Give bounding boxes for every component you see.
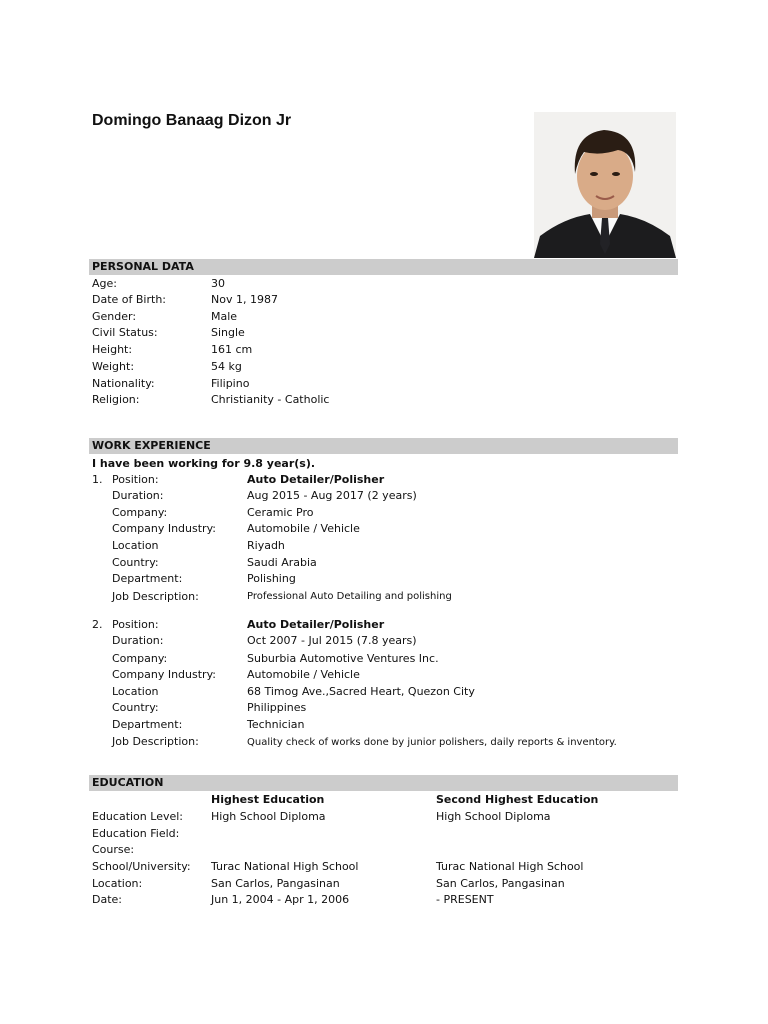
location-label: Location	[112, 685, 159, 698]
position-value: Auto Detailer/Polisher	[247, 618, 385, 631]
religion-label: Religion:	[92, 393, 140, 406]
job-number: 2.	[92, 618, 103, 631]
second-school-value: Turac National High School	[436, 860, 584, 873]
location-label: Location	[112, 539, 159, 552]
second-location-value: San Carlos, Pangasinan	[436, 877, 565, 890]
dob-label: Date of Birth:	[92, 293, 167, 306]
job-description-label: Job Description:	[112, 735, 199, 748]
height-label: Height:	[92, 343, 133, 356]
candidate-name: Domingo Banaag Dizon Jr	[92, 112, 292, 129]
duration-label: Duration:	[112, 634, 164, 647]
work-summary: I have been working for 9.8 year(s).	[92, 457, 316, 470]
work-experience-heading: WORK EXPERIENCE	[89, 438, 678, 454]
duration-value: Oct 2007 - Jul 2015 (7.8 years)	[247, 634, 417, 647]
weight-label: Weight:	[92, 360, 135, 373]
industry-label: Company Industry:	[112, 522, 216, 535]
country-label: Country:	[112, 701, 159, 714]
personal-data-heading: PERSONAL DATA	[89, 259, 678, 275]
industry-value: Automobile / Vehicle	[247, 668, 360, 681]
weight-value: 54 kg	[211, 360, 242, 373]
job-description-value: Professional Auto Detailing and polishing	[247, 591, 452, 602]
school-label: School/University:	[92, 860, 191, 873]
second-highest-education-title: Second Highest Education	[436, 793, 599, 806]
highest-location-value: San Carlos, Pangasinan	[211, 877, 340, 890]
location-value: Riyadh	[247, 539, 285, 552]
highest-date-value: Jun 1, 2004 - Apr 1, 2006	[211, 893, 350, 906]
company-value: Suburbia Automotive Ventures Inc.	[247, 652, 439, 665]
department-value: Technician	[247, 718, 305, 731]
location-value: 68 Timog Ave.,Sacred Heart, Quezon City	[247, 685, 475, 698]
nationality-value: Filipino	[211, 377, 250, 390]
job-number: 1.	[92, 473, 103, 486]
job-description-label: Job Description:	[112, 590, 199, 603]
position-label: Position:	[112, 618, 159, 631]
education-heading: EDUCATION	[89, 775, 678, 791]
industry-label: Company Industry:	[112, 668, 216, 681]
company-label: Company:	[112, 506, 168, 519]
dob-value: Nov 1, 1987	[211, 293, 278, 306]
position-value: Auto Detailer/Polisher	[247, 473, 385, 486]
highest-school-value: Turac National High School	[211, 860, 359, 873]
country-label: Country:	[112, 556, 159, 569]
second-level-value: High School Diploma	[436, 810, 551, 823]
gender-label: Gender:	[92, 310, 137, 323]
highest-level-value: High School Diploma	[211, 810, 326, 823]
height-value: 161 cm	[211, 343, 253, 356]
highest-education-title: Highest Education	[211, 793, 325, 806]
industry-value: Automobile / Vehicle	[247, 522, 360, 535]
country-value: Philippines	[247, 701, 307, 714]
profile-photo	[534, 112, 676, 258]
education-date-label: Date:	[92, 893, 122, 906]
position-label: Position:	[112, 473, 159, 486]
second-date-value: - PRESENT	[436, 893, 494, 906]
age-label: Age:	[92, 277, 117, 290]
job-description-value: Quality check of works done by junior polishers, daily reports & inventory.	[247, 737, 617, 748]
duration-label: Duration:	[112, 489, 164, 502]
country-value: Saudi Arabia	[247, 556, 317, 569]
gender-value: Male	[211, 310, 238, 323]
civil-status-value: Single	[211, 326, 245, 339]
education-level-label: Education Level:	[92, 810, 184, 823]
department-label: Department:	[112, 718, 183, 731]
age-value: 30	[211, 277, 225, 290]
civil-status-label: Civil Status:	[92, 326, 158, 339]
company-label: Company:	[112, 652, 168, 665]
company-value: Ceramic Pro	[247, 506, 314, 519]
department-label: Department:	[112, 572, 183, 585]
religion-value: Christianity - Catholic	[211, 393, 330, 406]
education-location-label: Location:	[92, 877, 143, 890]
education-field-label: Education Field:	[92, 827, 180, 840]
course-label: Course:	[92, 843, 135, 856]
department-value: Polishing	[247, 572, 296, 585]
nationality-label: Nationality:	[92, 377, 155, 390]
duration-value: Aug 2015 - Aug 2017 (2 years)	[247, 489, 417, 502]
